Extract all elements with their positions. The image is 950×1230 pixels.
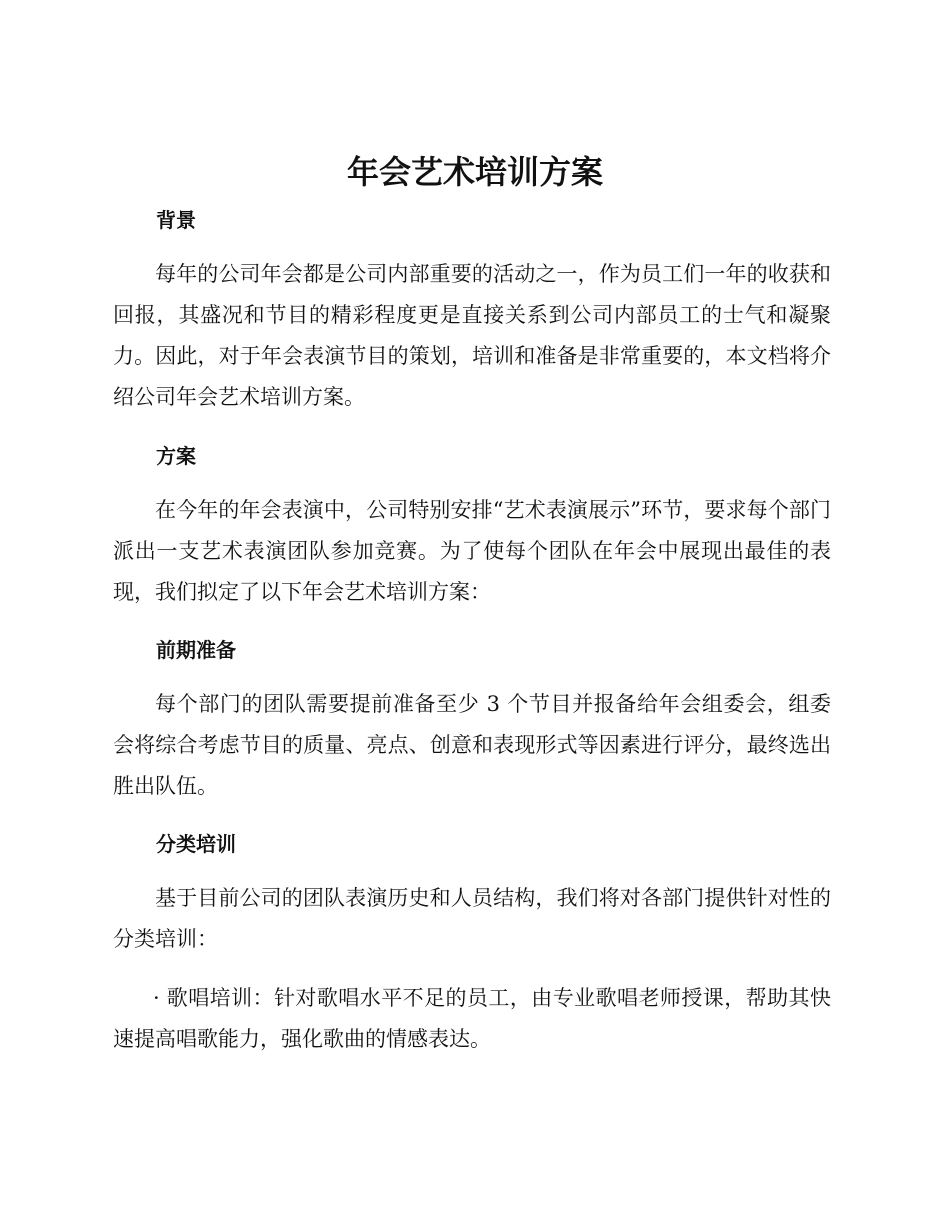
document-title: 年会艺术培训方案 — [346, 153, 603, 191]
section-heading-training: 分类培训 — [156, 832, 236, 856]
paragraph-training-intro: 基于目前公司的团队表演历史和人员结构，我们将对各部门提供针对性的分类培训： — [113, 886, 831, 951]
section-heading-preparation: 前期准备 — [156, 638, 236, 662]
list-item-singing-training: · 歌唱培训：针对歌唱水平不足的员工，由专业歌唱老师授课，帮助其快速提高唱歌能力，强化歌曲的情感表达。 — [113, 986, 831, 1051]
paragraph-plan: 在今年的年会表演中，公司特别安排“艺术表演展示”环节，要求每个部门派出一支艺术表演团队参加竞赛。为了使每个团队在年会中展现出最佳的表现，我们拟定了以下年会艺术培训方案： — [113, 498, 831, 604]
section-heading-background: 背景 — [156, 208, 196, 232]
section-heading-plan: 方案 — [156, 444, 196, 468]
paragraph-background: 每年的公司年会都是公司内部重要的活动之一，作为员工们一年的收获和回报，其盛况和节目的精彩程度更是直接关系到公司内部员工的士气和凝聚力。因此，对于年会表演节目的策划，培训和准备是非常重要的，本文档将介绍公司年会艺术培训方案。 — [113, 262, 831, 409]
paragraph-preparation: 每个部门的团队需要提前准备至少 3 个节目并报备给年会组委会，组委会将综合考虑节目的质量、亮点、创意和表现形式等因素进行评分，最终选出胜出队伍。 — [113, 692, 831, 798]
